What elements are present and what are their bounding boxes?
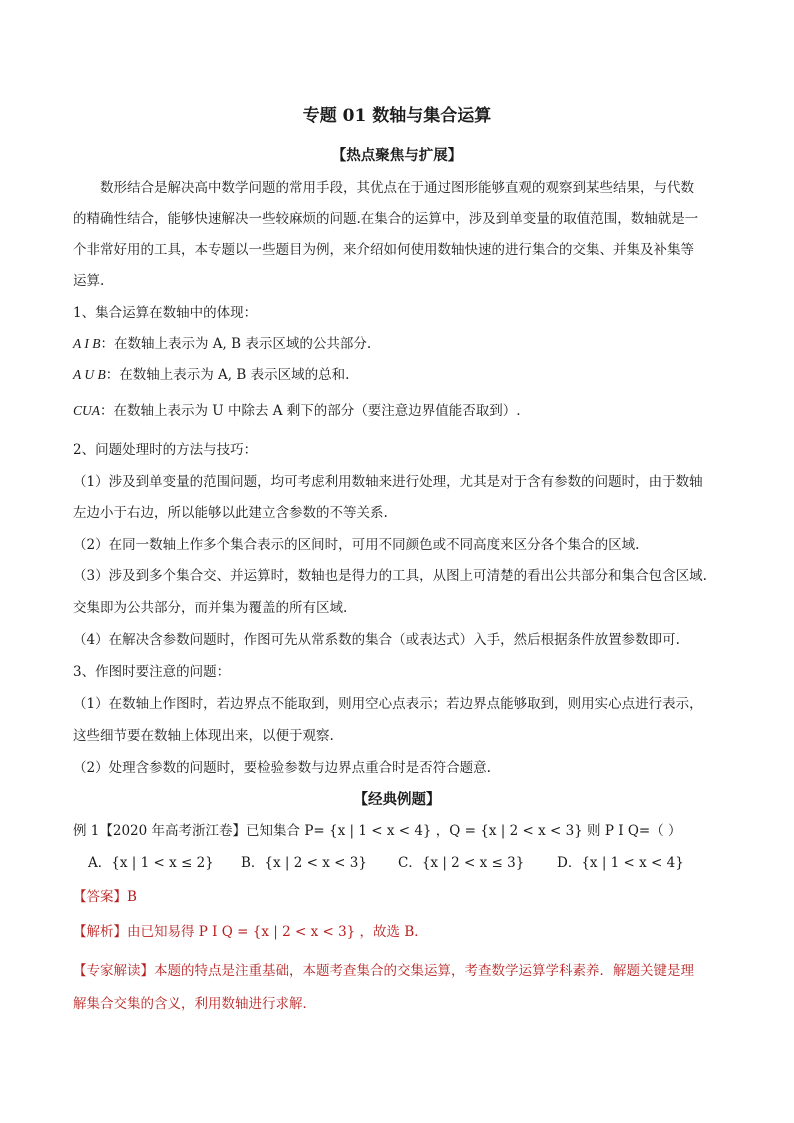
point3-heading: 3、作图时要注意的问题： <box>73 664 231 680</box>
union-expression: A U B <box>73 367 106 382</box>
point2-line-3: （2）在同一数轴上作多个集合表示的区间时，可用不同颜色或不同高度来区分各个集合的区域. <box>73 537 640 553</box>
intro-line-4: 运算. <box>73 273 105 289</box>
point1-heading: 1、集合运算在数轴中的体现： <box>73 305 258 321</box>
intersection-line <box>73 334 371 354</box>
example1-analysis <box>73 922 428 942</box>
complement-expression: CUA <box>73 403 100 418</box>
page-title: 专题 01 数轴与集合运算 <box>302 106 492 126</box>
example1-option-b: B．{x | 2 < x < 3} <box>241 855 367 871</box>
example1-answer <box>73 887 137 907</box>
complement-description: ：在数轴上表示为 U 中除去 A 剩下的部分（要注意边界值能否取到）. <box>100 403 521 419</box>
intro-line-2: 的精确性结合，能够快速解决一些较麻烦的问题.在集合的运算中，涉及到单变量的取值范围，数轴就是一 <box>73 211 699 227</box>
example1-expert-line-1 <box>73 961 694 981</box>
example1-stem: 例 1【2020 年高考浙江卷】已知集合 P= {x | 1 < x < 4} ，Q = {x | 2 < x < 3} 则 P I Q=（ ） <box>73 823 682 839</box>
section-heading-examples: 【经典例题】 <box>353 791 441 808</box>
point3-line-1: （1）在数轴上作图时，若边界点不能取到，则用空心点表示；若边界点能够取到，则用实心点进行表示， <box>73 696 703 712</box>
example1-option-d: D．{x | 1 < x < 4} <box>557 855 684 871</box>
intersection-expression: A I B <box>73 336 101 351</box>
point2-line-1: （1）涉及到单变量的范围问题，均可考虑利用数轴来进行处理，尤其是对于含有参数的问题时，由于数轴 <box>73 474 703 490</box>
point2-line-4: （3）涉及到多个集合交、并运算时，数轴也是得力的工具，从图上可清楚的看出公共部分和集合包含区域. <box>73 568 707 584</box>
point2-line-6: （4）在解决含参数问题时，作图可先从常系数的集合（或表达式）入手，然后根据条件放置参数即可. <box>73 632 680 648</box>
answer-value: B <box>127 889 137 905</box>
intro-line-3: 个非常好用的工具，本专题以一些题目为例，来介绍如何使用数轴快速的进行集合的交集、并集及补集等 <box>73 242 694 258</box>
union-description: ：在数轴上表示为 A, B 表示区域的总和. <box>105 367 350 383</box>
point2-line-2: 左边小于右边，所以能够以此建立含参数的不等关系. <box>73 505 388 521</box>
point3-line-3: （2）处理含参数的问题时，要检验参数与边界点重合时是否符合题意. <box>73 760 491 776</box>
expert-text-1: 本题的特点是注重基础，本题考查集合的交集运算，考查数学运算学科素养．解题关键是理 <box>154 963 694 979</box>
answer-label: 【答案】 <box>73 889 127 905</box>
union-line <box>73 365 349 385</box>
intersection-description: ：在数轴上表示为 A, B 表示区域的公共部分. <box>100 336 372 352</box>
analysis-text: 由已知易得 P I Q = {x | 2 < x < 3} ，故选 B． <box>127 924 428 940</box>
expert-label: 【专家解读】 <box>73 963 154 979</box>
point2-heading: 2、问题处理时的方法与技巧： <box>73 442 258 458</box>
complement-line <box>73 401 521 421</box>
intro-line-1: 数形结合是解决高中数学问题的常用手段，其优点在于通过图形能够直观的观察到某些结果，与代数 <box>100 180 694 196</box>
example1-option-c: C．{x | 2 < x ≤ 3} <box>398 855 525 871</box>
example1-expert-line-2: 解集合交集的含义，利用数轴进行求解． <box>73 996 316 1012</box>
point2-line-5: 交集即为公共部分，而并集为覆盖的所有区域. <box>73 600 348 616</box>
example1-option-a: A．{x | 1 < x ≤ 2} <box>88 855 214 871</box>
point3-line-2: 这些细节要在数轴上体现出来，以便于观察. <box>73 728 334 744</box>
analysis-label: 【解析】 <box>73 924 127 940</box>
section-heading-hot-topics: 【热点聚焦与扩展】 <box>331 147 463 164</box>
